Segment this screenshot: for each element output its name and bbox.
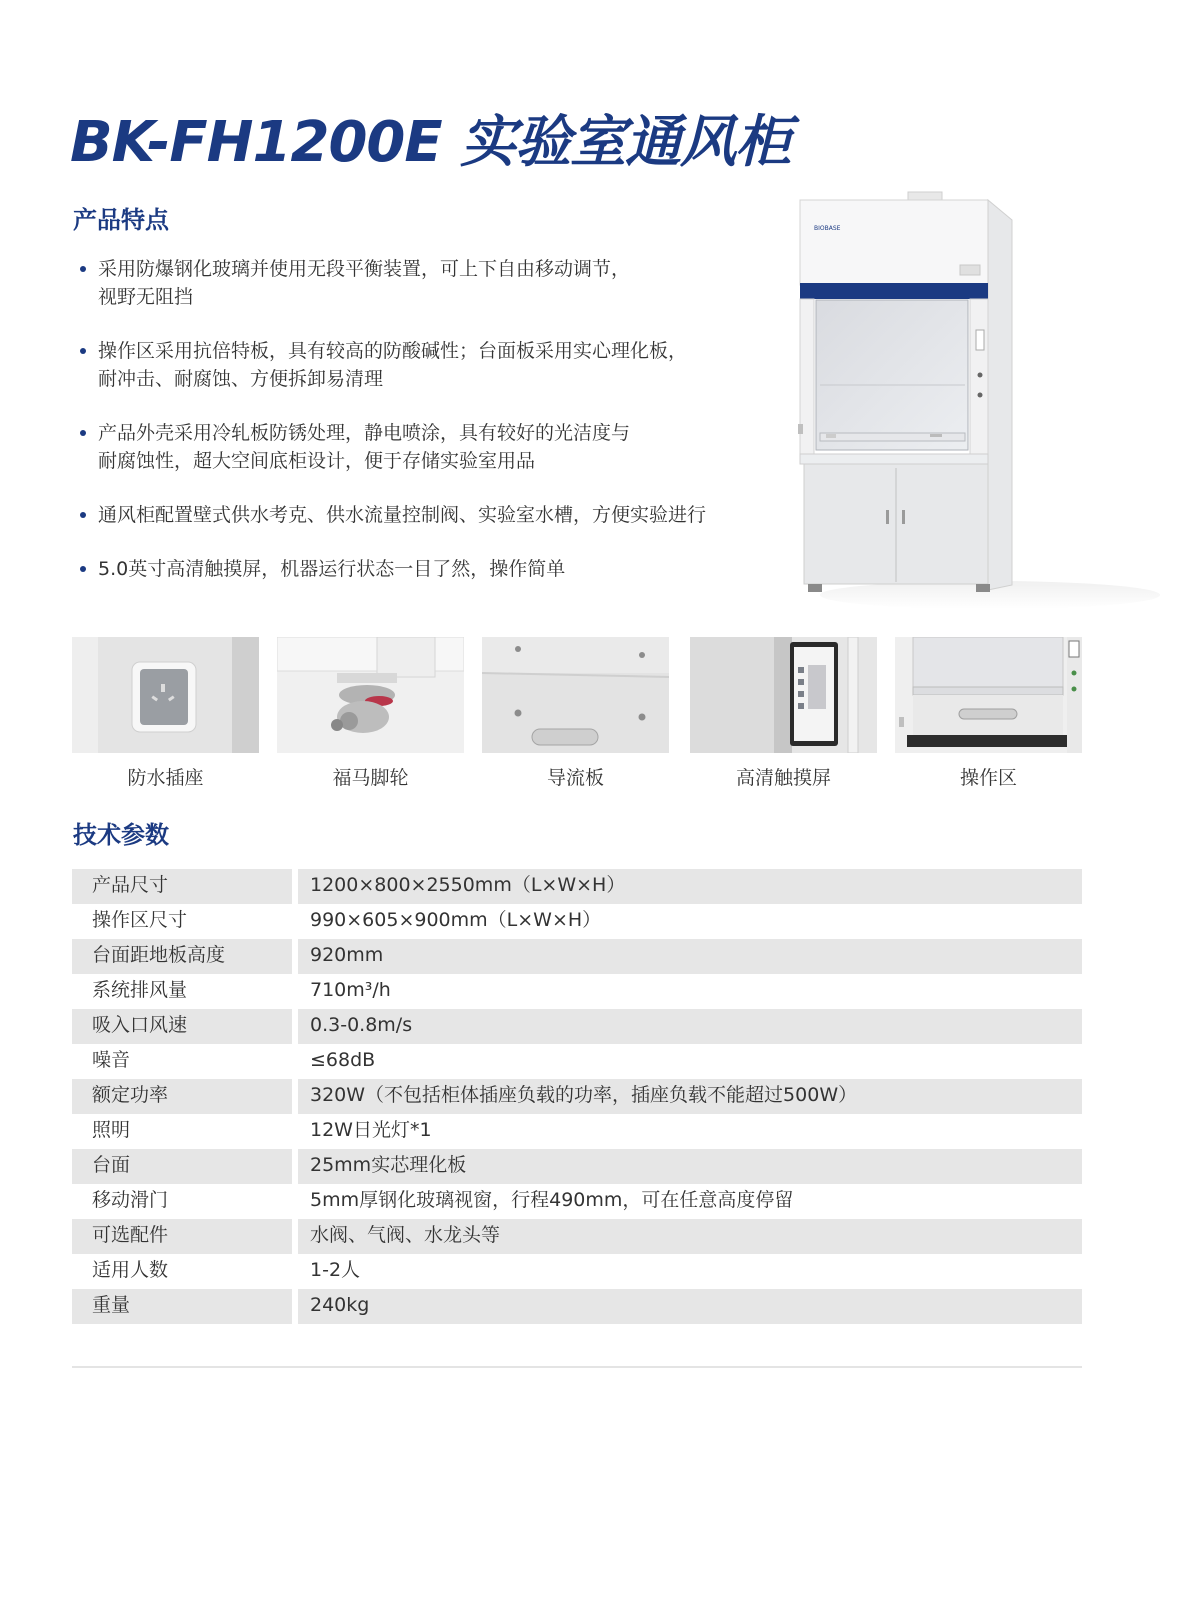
baffle-icon <box>482 637 669 753</box>
thumbnail-caster <box>277 637 464 790</box>
spec-value: 0.3-0.8m/s <box>298 1009 1082 1044</box>
thumbnail-touchscreen <box>690 637 877 790</box>
spec-key: 适用人数 <box>92 1259 169 1281</box>
spec-key: 可选配件 <box>72 1219 292 1254</box>
spec-value: 12W日光灯*1 <box>310 1119 432 1141</box>
spec-value: 1200×800×2550mm（L×W×H） <box>298 869 1082 904</box>
spec-key: 移动滑门 <box>92 1189 169 1211</box>
table-row <box>72 1184 1082 1219</box>
bullet-icon <box>80 266 86 272</box>
spec-value: 320W（不包括柜体插座负载的功率，插座负载不能超过500W） <box>298 1079 1082 1114</box>
spec-value: ≤68dB <box>310 1049 376 1071</box>
bullet-icon <box>80 430 86 436</box>
feature-text: 耐冲击、耐腐蚀、方便拆卸易清理 <box>98 368 384 390</box>
spec-value: 990×605×900mm（L×W×H） <box>310 909 602 931</box>
page-title: BK-FH1200E 实验室通风柜 <box>70 110 791 175</box>
thumbnail-socket <box>72 637 259 790</box>
spec-key: 台面距地板高度 <box>72 939 292 974</box>
socket-icon <box>72 637 259 753</box>
table-row <box>72 1254 1082 1289</box>
spec-value: 水阀、气阀、水龙头等 <box>298 1219 1082 1254</box>
table-row <box>72 1044 1082 1079</box>
spec-value: 920mm <box>298 939 1082 974</box>
table-row <box>72 1009 1082 1044</box>
feature-item <box>78 555 798 583</box>
feature-text: 采用防爆钢化玻璃并使用无段平衡装置，可上下自由移动调节， <box>98 258 631 280</box>
spec-value: 25mm实芯理化板 <box>298 1149 1082 1184</box>
feature-item <box>78 337 798 393</box>
footer-divider <box>72 1366 1082 1368</box>
specs-heading: 技术参数 <box>73 821 169 849</box>
touchscreen-icon <box>690 637 877 753</box>
thumbnail-caption: 防水插座 <box>127 767 204 789</box>
spec-key: 操作区尺寸 <box>92 909 188 931</box>
spec-key: 噪音 <box>92 1049 131 1071</box>
feature-text: 5.0英寸高清触摸屏，机器运行状态一目了然，操作简单 <box>98 558 566 580</box>
spec-key: 照明 <box>92 1119 131 1141</box>
table-row <box>72 1149 1082 1184</box>
table-row <box>72 1114 1082 1149</box>
thumbnail-baffle <box>482 637 669 790</box>
feature-item <box>78 255 798 311</box>
feature-thumbnails <box>72 637 1082 797</box>
table-row <box>72 939 1082 974</box>
feature-list <box>78 255 798 609</box>
table-row <box>72 1079 1082 1114</box>
feature-text: 通风柜配置壁式供水考克、供水流量控制阀、实验室水槽，方便实验进行 <box>98 504 707 526</box>
spec-table <box>72 869 1082 1324</box>
thumbnail-work-area <box>895 637 1082 790</box>
thumbnail-caption: 操作区 <box>959 767 1017 789</box>
table-row <box>72 1219 1082 1254</box>
spec-key: 额定功率 <box>72 1079 292 1114</box>
spec-key: 系统排风量 <box>92 979 188 1001</box>
table-row <box>72 869 1082 904</box>
bullet-icon <box>80 566 86 572</box>
feature-text: 视野无阻挡 <box>98 286 194 308</box>
bullet-icon <box>80 348 86 354</box>
fume-hood-icon <box>790 190 1160 620</box>
spec-key: 重量 <box>72 1289 292 1324</box>
work-area-icon <box>895 637 1082 753</box>
bullet-icon <box>80 512 86 518</box>
feature-item <box>78 501 798 529</box>
table-row <box>72 1289 1082 1324</box>
brand-label: BIOBASE <box>814 225 841 232</box>
table-row <box>72 904 1082 939</box>
features-heading: 产品特点 <box>73 206 169 234</box>
spec-key: 吸入口风速 <box>72 1009 292 1044</box>
spec-value: 240kg <box>298 1289 1082 1324</box>
spec-value: 1-2人 <box>310 1259 361 1281</box>
thumbnail-caption: 导流板 <box>546 767 604 789</box>
fume-hood-image <box>790 190 1160 620</box>
feature-item <box>78 419 798 475</box>
thumbnail-caption: 高清触摸屏 <box>735 767 831 789</box>
thumbnail-caption: 福马脚轮 <box>332 767 409 789</box>
caster-icon <box>277 637 464 753</box>
spec-value: 5mm厚钢化玻璃视窗，行程490mm，可在任意高度停留 <box>310 1189 794 1211</box>
feature-text: 产品外壳采用冷轧板防锈处理，静电喷涂，具有较好的光洁度与 <box>98 422 631 444</box>
spec-key: 台面 <box>72 1149 292 1184</box>
table-row <box>72 974 1082 1009</box>
feature-text: 耐腐蚀性，超大空间底柜设计，便于存储实验室用品 <box>98 450 536 472</box>
feature-text: 操作区采用抗倍特板，具有较高的防酸碱性；台面板采用实心理化板， <box>98 340 688 362</box>
spec-value: 710m³/h <box>310 979 391 1001</box>
spec-key: 产品尺寸 <box>72 869 292 904</box>
